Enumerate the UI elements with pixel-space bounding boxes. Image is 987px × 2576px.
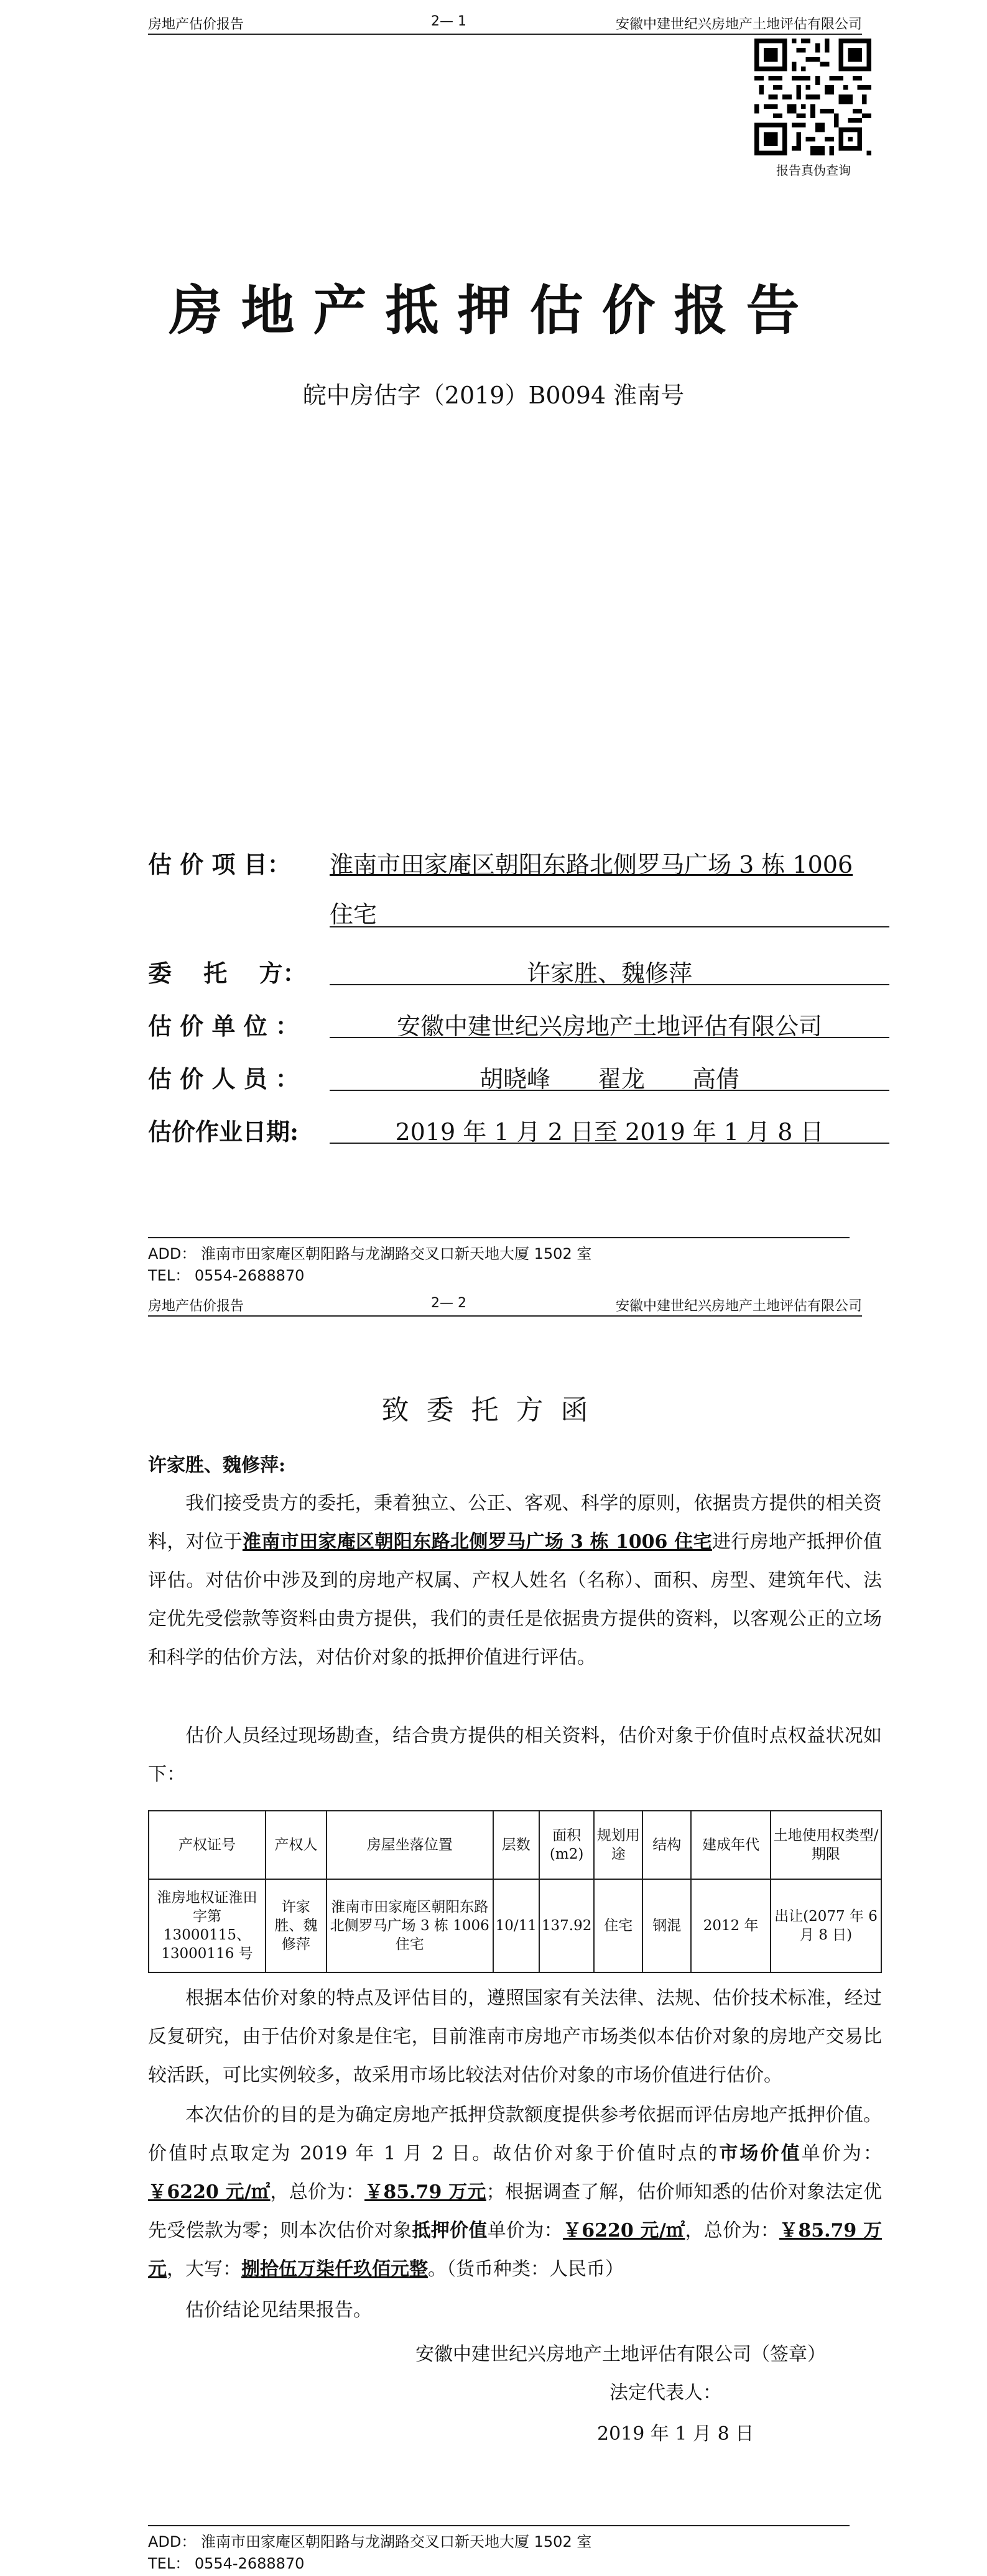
paragraph-text: ；根据调查了解，估价师知悉的估价对象法定优先受偿款为零；则本次估价对象 [148, 2181, 883, 2242]
table-header: 规划用途 [594, 1811, 642, 1879]
table-header: 土地使用权类型/期限 [771, 1811, 881, 1879]
letter-paragraph-2 [148, 1717, 882, 1794]
table-cell: 出让(2077 年 6 月 8 日) [771, 1879, 881, 1972]
header-page-number: 2— 1 [431, 14, 466, 29]
field-label-valuer-org: 估 价 单 位 ： [148, 1012, 299, 1040]
market-value-label: 市场价值 [719, 2143, 802, 2164]
table-header: 面积(m2) [539, 1811, 594, 1879]
property-table [148, 1810, 882, 1973]
footer-tel: TEL： 0554-2688870 [148, 1267, 305, 1284]
footer-divider [148, 1237, 850, 1238]
market-unit-price: ￥6220 元/㎡ [148, 2181, 271, 2203]
mortgage-total-price: ￥85.79 万元 [148, 2220, 883, 2280]
field-value-work-dates: 2019 年 1 月 2 日至 2019 年 1 月 8 日 [395, 1118, 824, 1146]
field-underline-work-dates [330, 1143, 889, 1144]
table-header-row [149, 1811, 881, 1879]
footer-address: ADD： 淮南市田家庵区朝阳路与龙湖路交叉口新天地大厦 1502 室 [148, 1245, 592, 1263]
letter-salutation: 许家胜、魏修萍: [148, 1455, 286, 1476]
header-company: 安徽中建世纪兴房地产土地评估有限公司 [615, 1299, 862, 1314]
qr-code-icon[interactable] [754, 39, 871, 155]
paragraph-text: 。（货币种类：人民币） [428, 2258, 624, 2280]
letter-title: 致委托方函 [381, 1394, 606, 1426]
footer-tel: TEL： 0554-2688870 [148, 2555, 305, 2572]
mortgage-unit-price: ￥6220 元/㎡ [562, 2220, 685, 2242]
field-value-project-line2: 住宅 [330, 901, 378, 928]
paragraph-text: 本次估价的目的是为确定房地产抵押贷款额度提供参考依据而评估房地产抵押价值。价值时点取定为 2019 年 1 月 2 日。故估价对象于价值时点的 [148, 2104, 882, 2164]
header-page-number: 2— 2 [431, 1295, 466, 1311]
table-header: 层数 [493, 1811, 539, 1879]
letter-date: 2019 年 1 月 8 日 [597, 2423, 754, 2445]
header-left: 房地产估价报告 [148, 17, 244, 32]
table-cell: 10/11 [493, 1879, 539, 1972]
page-header [148, 1290, 862, 1317]
letter-paragraph-3 [148, 1979, 882, 2095]
footer-divider [148, 2525, 850, 2526]
qr-caption: 报告真伪查询 [776, 163, 851, 178]
header-company: 安徽中建世纪兴房地产土地评估有限公司 [615, 17, 862, 32]
legal-representative: 法定代表人： [609, 2382, 721, 2404]
field-label-work-dates: 估价作业日期: [148, 1118, 299, 1146]
header-left: 房地产估价报告 [148, 1299, 244, 1314]
paragraph-text: 估价结论见结果报告。 [185, 2299, 372, 2321]
amount-in-words: 捌拾伍万柒仟玖佰元整 [241, 2258, 428, 2280]
field-value-client: 许家胜、魏修萍 [526, 960, 692, 987]
footer-address: ADD： 淮南市田家庵区朝阳路与龙湖路交叉口新天地大厦 1502 室 [148, 2533, 592, 2551]
paragraph-text: 进行房地产抵押价值评估。对估价中涉及到的房地产权属、产权人姓名（名称）、面积、房型、建筑年代、法定优先受偿款等资料由贵方提供，我们的责任是依据贵方提供的资料，以客观公正的立场和科学的估价方法，对估价对象的抵押价值进行评估。 [148, 1531, 883, 1668]
paragraph-text: 单价为： [487, 2220, 563, 2242]
property-address: 淮南市田家庵区朝阳东路北侧罗马广场 3 栋 1006 住宅 [242, 1531, 713, 1553]
page-header [148, 9, 862, 35]
field-value-appraisers: 胡晓峰 翟龙 高倩 [479, 1065, 739, 1093]
table-header: 建成年代 [691, 1811, 771, 1879]
field-underline-client [330, 984, 889, 985]
table-header: 房屋坐落位置 [327, 1811, 493, 1879]
report-title: 房地产抵押估价报告 [169, 279, 818, 342]
paragraph-text: ，总价为： [270, 2181, 365, 2203]
table-cell: 许家胜、魏修萍 [266, 1879, 327, 1972]
letter-paragraph-5 [148, 2291, 882, 2330]
letter-paragraph-1 [148, 1484, 882, 1677]
paragraph-text: 我们接受贵方的委托，秉着独立、公正、客观、科学的原则，依据贵方提供的相关资料，对位于 [148, 1493, 882, 1553]
paragraph-text: 根据本估价对象的特点及评估目的，遵照国家有关法律、法规、估价技术标准，经过反复研究，由于估价对象是住宅，目前淮南市房地产市场类似本估价对象的房地产交易比较活跃，可比实例较多，故采用市场比较法对估价对象的市场价值进行估价。 [148, 1987, 882, 2086]
paragraph-text: ，大写： [167, 2258, 241, 2280]
field-label-client: 委 托 方： [148, 959, 307, 987]
table-cell: 淮房地权证淮田字第 13000115、13000116 号 [149, 1879, 266, 1972]
table-header: 产权人 [266, 1811, 327, 1879]
table-cell: 137.92 [539, 1879, 594, 1972]
field-underline-appraisers [330, 1090, 889, 1091]
table-row [149, 1879, 881, 1972]
signing-company: 安徽中建世纪兴房地产土地评估有限公司（签章） [415, 2344, 826, 2365]
letter-paragraph-4 [148, 2096, 882, 2289]
field-value-valuer-org: 安徽中建世纪兴房地产土地评估有限公司 [396, 1013, 822, 1040]
paragraph-text: ，总价为： [685, 2220, 780, 2242]
table-header: 产权证号 [149, 1811, 266, 1879]
report-number: 皖中房估字（2019）B0094 淮南号 [302, 382, 685, 409]
paragraph-text: 单价为： [801, 2143, 882, 2164]
table-cell: 住宅 [594, 1879, 642, 1972]
page-2 [0, 1288, 987, 2576]
field-underline-valuer-org [330, 1037, 889, 1038]
field-label-appraisers: 估 价 人 员 ： [148, 1065, 299, 1093]
field-label-project: 估 价 项 目： [148, 850, 291, 878]
field-underline-project [330, 926, 889, 927]
table-header: 结构 [642, 1811, 691, 1879]
paragraph-text: 估价人员经过现场勘查，结合贵方提供的相关资料，估价对象于价值时点权益状况如下： [148, 1725, 882, 1785]
field-value-project: 淮南市田家庵区朝阳东路北侧罗马广场 3 栋 1006 [330, 851, 853, 878]
mortgage-value-label: 抵押价值 [412, 2220, 488, 2242]
table-cell: 钢混 [642, 1879, 691, 1972]
table-cell: 淮南市田家庵区朝阳东路北侧罗马广场 3 栋 1006 住宅 [327, 1879, 493, 1972]
table-cell: 2012 年 [691, 1879, 771, 1972]
market-total-price: ￥85.79 万元 [364, 2181, 486, 2203]
